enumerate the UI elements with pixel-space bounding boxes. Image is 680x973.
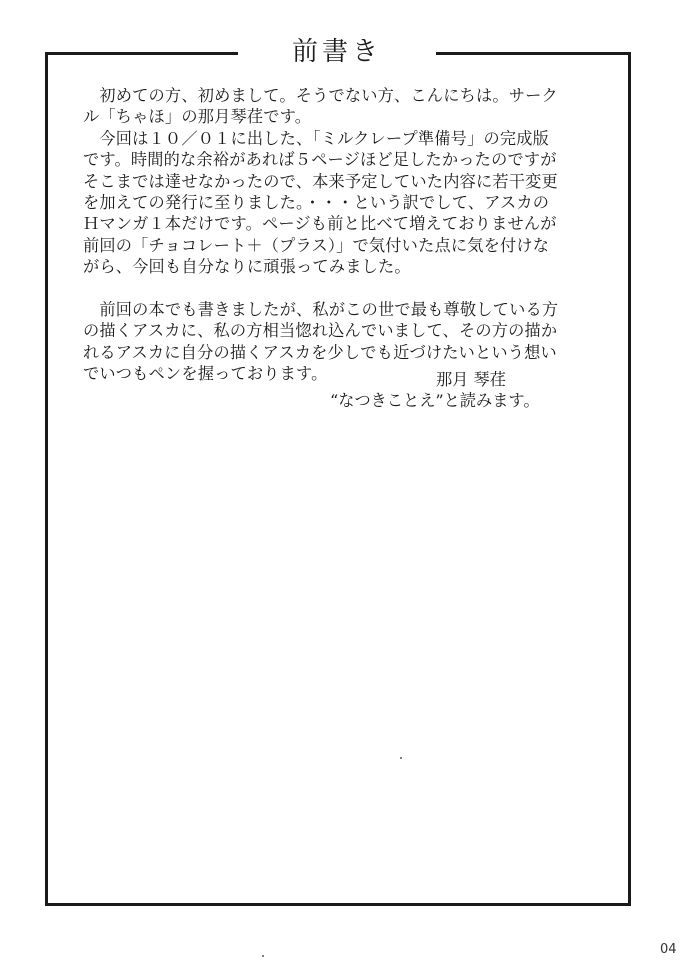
paragraph-gap (83, 278, 603, 299)
page-title: 前書き (291, 37, 382, 67)
text-line: の描くアスカに、私の方相当惚れ込んでいまして、その方の描か (83, 321, 558, 341)
text-line: でいつもペンを握っております。 (83, 364, 328, 384)
scan-speck (262, 955, 264, 957)
frame-top-rule-right (436, 52, 631, 55)
author-name: 那月 琴荏 (436, 370, 506, 389)
frame-top-rule-left (45, 52, 238, 55)
text-line: ル「ちゃほ」の那月琴荏です。 (83, 107, 312, 127)
text-line: 前回の「チョコレート＋（プラス）」で気付いた点に気を付けな (83, 235, 550, 255)
text-line: 初めての方、初めまして。そうでない方、こんにちは。サーク (83, 86, 558, 105)
text-line: れるアスカに自分の描くアスカを少しでも近づけたいという想い (83, 342, 557, 362)
body-text (83, 85, 603, 384)
text-line: そこまでは達せなかったので、本来予定していた内容に若干変更 (83, 171, 558, 191)
text-line: を加えての発行に至りました。・・・という訳でして、アスカの (83, 192, 550, 212)
text-line: Ｈマンガ１本だけです。ページも前と比べて増えておりませんが (83, 214, 557, 234)
signature (330, 369, 590, 412)
text-line: がら、今回も自分なりに頑張ってみました。 (83, 257, 411, 277)
text-line: 前回の本でも書きましたが、私がこの世で最も尊敬している方 (83, 299, 559, 319)
page-number: 04 (660, 942, 677, 957)
author-name-reading: “なつきことえ”と読みます。 (330, 391, 540, 411)
scan-speck (400, 757, 402, 759)
text-line: です。時間的な余裕があれば５ページほど足したかったのですが (83, 150, 557, 170)
text-line: 今回は１０／０１に出した、「ミルクレープ準備号」の完成版 (83, 128, 550, 148)
